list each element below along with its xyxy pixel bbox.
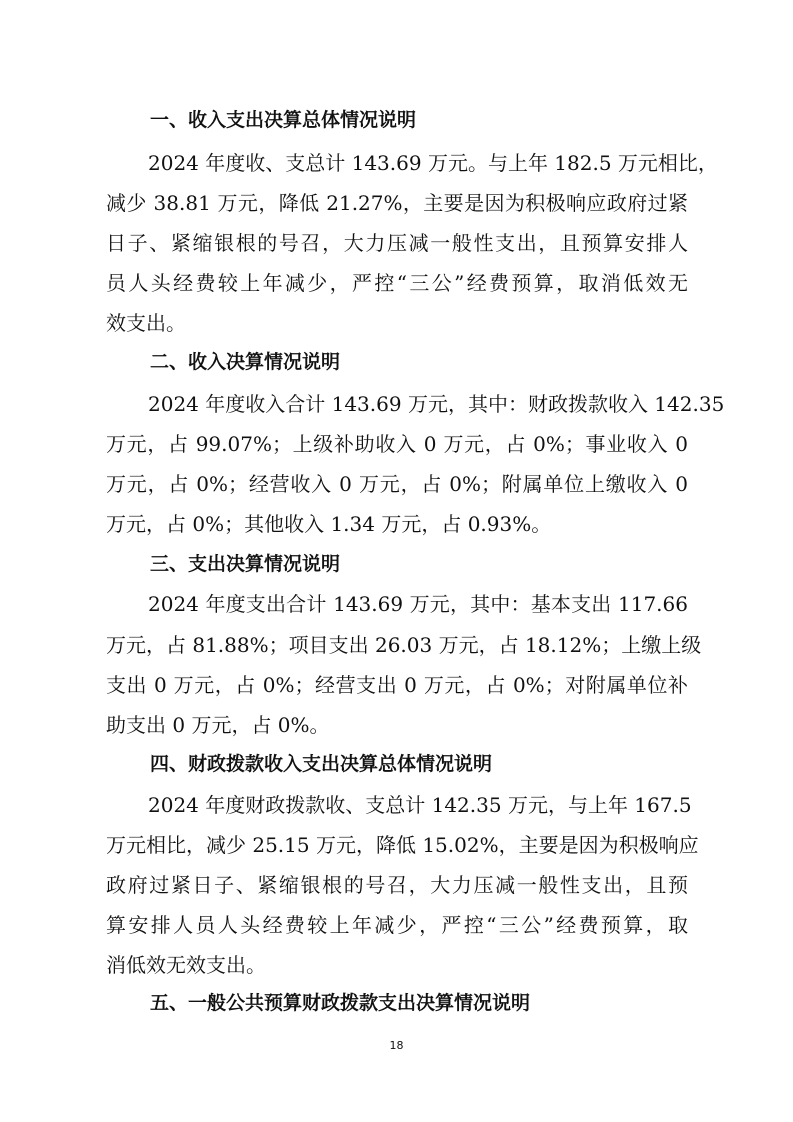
section-3-line-4: 助支出 0 万元，占 0%。 xyxy=(106,713,330,737)
page-number: 18 xyxy=(389,1039,404,1052)
section-1-line-1: 2024 年度收、支总计 143.69 万元。与上年 182.5 万元相比， xyxy=(148,151,718,175)
section-1-line-2: 减少 38.81 万元，降低 21.27%，主要是因为积极响应政府过紧 xyxy=(106,191,688,215)
section-5-heading: 五、一般公共预算财政拨款支出决算情况说明 xyxy=(150,992,531,1014)
section-4-line-4: 算安排人员人头经费较上年减少，严控“三公”经费预算，取 xyxy=(106,913,688,937)
section-1-line-4: 员人头经费较上年减少，严控“三公”经费预算，取消低效无 xyxy=(106,271,688,295)
section-3-heading: 三、支出决算情况说明 xyxy=(150,553,341,575)
section-4-line-3: 政府过紧日子、紧缩银根的号召，大力压减一般性支出，且预 xyxy=(106,873,688,897)
section-2-line-4: 万元，占 0%；其他收入 1.34 万元，占 0.93%。 xyxy=(106,512,552,536)
section-2-line-3: 万元，占 0%；经营收入 0 万元，占 0%；附属单位上缴收入 0 xyxy=(106,472,688,496)
section-3-line-1: 2024 年度支出合计 143.69 万元，其中：基本支出 117.66 xyxy=(148,592,688,616)
section-3-line-2: 万元，占 81.88%；项目支出 26.03 万元，占 18.12%；上缴上级 xyxy=(106,633,702,657)
section-2-heading: 二、收入决算情况说明 xyxy=(150,351,341,373)
section-1-heading: 一、收入支出决算总体情况说明 xyxy=(150,109,417,131)
section-4-line-2: 万元相比，减少 25.15 万元，降低 15.02%，主要是因为积极响应 xyxy=(106,833,699,857)
section-1-line-5: 效支出。 xyxy=(106,311,186,335)
section-4-line-5: 消低效无效支出。 xyxy=(106,953,266,977)
section-4-line-1: 2024 年度财政拨款收、支总计 142.35 万元，与上年 167.5 xyxy=(148,793,692,817)
section-4-heading: 四、财政拨款收入支出决算总体情况说明 xyxy=(150,753,493,775)
section-2-line-1: 2024 年度收入合计 143.69 万元，其中：财政拨款收入 142.35 xyxy=(148,392,725,416)
section-2-line-2: 万元，占 99.07%；上级补助收入 0 万元，占 0%；事业收入 0 xyxy=(106,432,688,456)
section-1-line-3: 日子、紧缩银根的号召，大力压减一般性支出，且预算安排人 xyxy=(106,231,688,255)
section-3-line-3: 支出 0 万元，占 0%；经营支出 0 万元，占 0%；对附属单位补 xyxy=(106,673,688,697)
